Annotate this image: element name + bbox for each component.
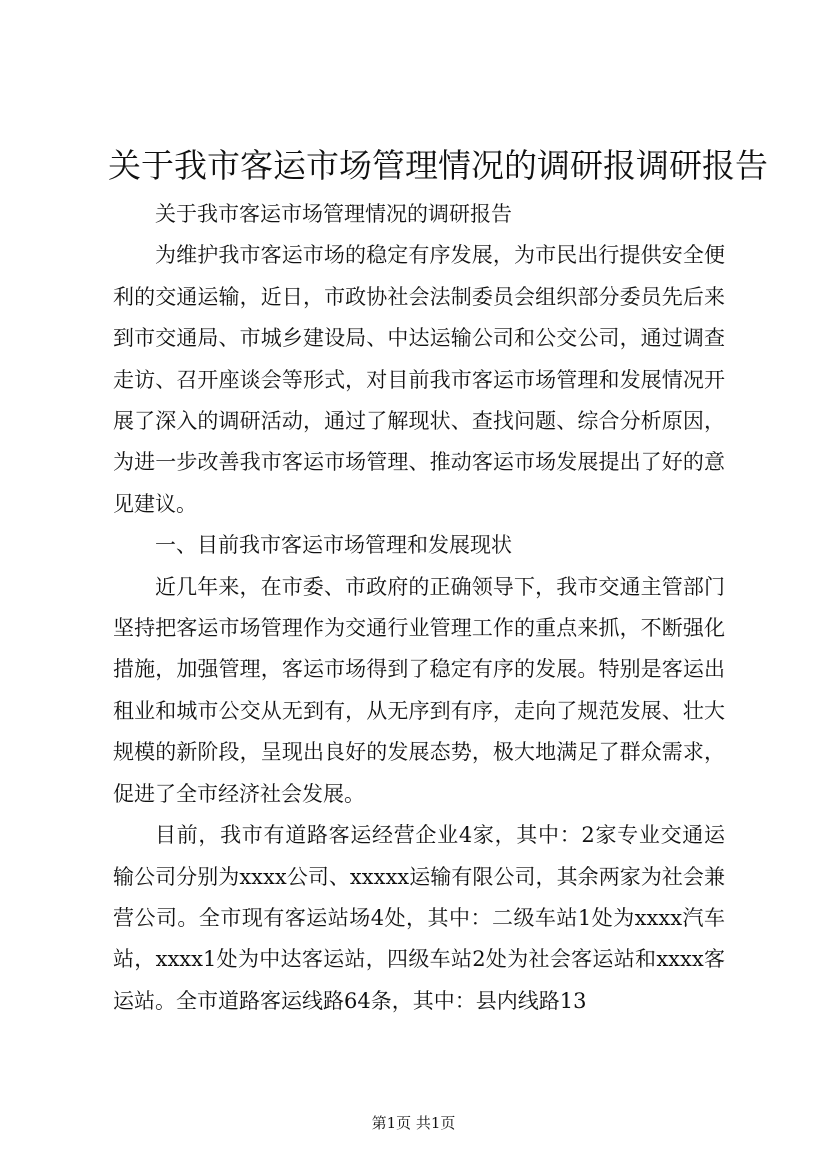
document-title: 关于我市客运市场管理情况的调研报调研报告 xyxy=(108,146,768,185)
paragraph-intro: 为维护我市客运市场的稳定有序发展，为市民出行提供安全便利的交通运输，近日，市政协社会法制委员会组织部分委员先后来到市交通局、市城乡建设局、中达运输公司和公交公司，通过调查走访、召开座谈会等形式，对目前我市客运市场管理和发展情况开展了深入的调研活动，通过了解现状、查找问题、综合分析原因，为进一步改善我市客运市场管理、推动客运市场发展提出了好的意见建议。 xyxy=(113,243,725,516)
paragraph-current: 目前，我市有道路客运经营企业4家，其中：2家专业交通运输公司分别为xxxx公司、xxxxx运输有限公司，其余两家为社会兼营公司。全市现有客运站场4处，其中：二级车站1处为xxxx汽车站，xxxx1处为中达客运站，四级车站2处为社会客运站和xxxx客运站。全市道路客运线路64条，其中：县内线路13 xyxy=(113,823,725,1013)
paragraph-status: 近几年来，在市委、市政府的正确领导下，我市交通主管部门坚持把客运市场管理作为交通行业管理工作的重点来抓，不断强化措施，加强管理，客运市场得到了稳定有序的发展。特别是客运出租业和城市公交从无到有，从无序到有序，走向了规范发展、壮大规模的新阶段，呈现出良好的发展态势，极大地满足了群众需求，促进了全市经济社会发展。 xyxy=(113,574,725,806)
section-heading: 一、目前我市客运市场管理和发展现状 xyxy=(155,533,512,558)
page-footer: 第1页 共1页 xyxy=(371,1114,456,1132)
document-body xyxy=(113,194,725,1022)
report-subtitle: 关于我市客运市场管理情况的调研报告 xyxy=(155,202,512,226)
